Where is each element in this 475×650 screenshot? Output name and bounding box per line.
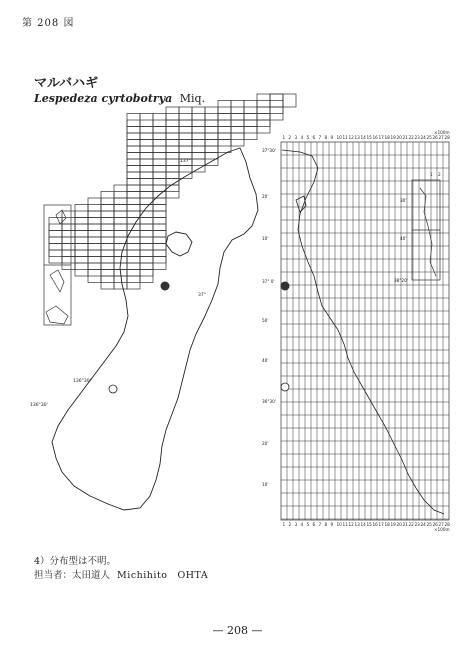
lat-label: 50' bbox=[262, 318, 269, 323]
filled-record-dot bbox=[161, 282, 170, 291]
scale-number: 28 bbox=[444, 135, 450, 140]
scale-number: 28 bbox=[444, 522, 450, 527]
scale-number: 6 bbox=[312, 522, 316, 527]
scale-number: 25 bbox=[426, 135, 432, 140]
left-map-labels bbox=[30, 158, 206, 408]
scale-number: 25 bbox=[426, 522, 432, 527]
distribution-note: 4）分布型は不明。 bbox=[34, 556, 117, 567]
scientific-name-author: Miq. bbox=[179, 92, 206, 105]
scale-number: 20 bbox=[396, 135, 402, 140]
lat-label: 40' bbox=[262, 358, 269, 363]
scale-number: 26 bbox=[432, 135, 438, 140]
scale-number: 9 bbox=[330, 522, 334, 527]
lat-label: 10' bbox=[262, 482, 269, 487]
scale-number: 20 bbox=[396, 522, 402, 527]
scale-number: 3 bbox=[294, 135, 298, 140]
right-top-scale bbox=[283, 135, 451, 140]
lat-label: 20' bbox=[262, 194, 269, 199]
lat-label: 37°30' bbox=[262, 148, 276, 153]
scale-number: 16 bbox=[372, 522, 378, 527]
inset-scale-label: 1 bbox=[430, 172, 433, 177]
scale-number: 24 bbox=[420, 522, 426, 527]
scale-number: 10 bbox=[336, 522, 342, 527]
scale-number: 19 bbox=[390, 522, 396, 527]
lat-label: 36°30' bbox=[262, 399, 276, 404]
scale-number: 6 bbox=[312, 135, 316, 140]
lon-label: 136°30' bbox=[30, 403, 48, 408]
assignee-label: 担当者：太田道人 bbox=[34, 570, 111, 581]
scale-number: 12 bbox=[348, 522, 354, 527]
scale-number: 21 bbox=[402, 135, 408, 140]
open-record-dot bbox=[281, 383, 289, 391]
top-unit-label: ×100m bbox=[434, 130, 450, 135]
scale-number: 12 bbox=[348, 135, 354, 140]
bottom-unit-label: ×100m bbox=[434, 527, 450, 532]
scale-number: 2 bbox=[288, 135, 292, 140]
assignee-note bbox=[34, 567, 208, 581]
lat-label: 37° bbox=[198, 293, 206, 298]
left-map-markers bbox=[109, 282, 170, 394]
right-coastline bbox=[282, 150, 444, 514]
scale-number: 8 bbox=[324, 522, 328, 527]
scale-number: 23 bbox=[414, 135, 420, 140]
scale-number: 10 bbox=[336, 135, 342, 140]
scale-number: 19 bbox=[390, 135, 396, 140]
grid-cell bbox=[283, 94, 296, 107]
assignee-roman-name: Michihito OHTA bbox=[117, 570, 209, 581]
scale-number: 22 bbox=[408, 135, 414, 140]
open-record-dot bbox=[109, 385, 117, 393]
scale-number: 5 bbox=[306, 522, 310, 527]
scale-number: 18 bbox=[384, 135, 390, 140]
lat-label: 20' bbox=[262, 441, 269, 446]
scale-number: 18 bbox=[384, 522, 390, 527]
scale-number: 1 bbox=[282, 522, 286, 527]
scale-number: 14 bbox=[360, 135, 366, 140]
scale-number: 5 bbox=[306, 135, 310, 140]
scale-number: 14 bbox=[360, 522, 366, 527]
lat-label: 37° 0' bbox=[262, 279, 275, 284]
scale-number: 15 bbox=[366, 522, 372, 527]
inset-lat-label: 30' bbox=[400, 198, 407, 203]
left-inset-map bbox=[44, 205, 71, 325]
scale-number: 9 bbox=[330, 135, 334, 140]
page-number: — 208 — bbox=[212, 624, 263, 637]
right-inset-map bbox=[412, 180, 440, 280]
right-map-units bbox=[434, 130, 450, 532]
scale-number: 3 bbox=[294, 522, 298, 527]
scale-number: 23 bbox=[414, 522, 420, 527]
scale-number: 27 bbox=[438, 135, 444, 140]
lon-label: 136°30' bbox=[73, 379, 91, 384]
inset-lat-label: 40' bbox=[400, 236, 407, 241]
filled-record-dot bbox=[281, 282, 290, 291]
scale-number: 17 bbox=[378, 135, 384, 140]
scale-number: 13 bbox=[354, 135, 360, 140]
scale-number: 7 bbox=[318, 522, 322, 527]
scale-number: 7 bbox=[318, 135, 322, 140]
scale-number: 26 bbox=[432, 522, 438, 527]
lon-label: 137° bbox=[180, 159, 191, 164]
scale-number: 17 bbox=[378, 522, 384, 527]
scale-number: 11 bbox=[342, 522, 348, 527]
left-grid-map bbox=[49, 94, 296, 289]
scale-number: 15 bbox=[366, 135, 372, 140]
inset-scale-label: 2 bbox=[438, 172, 441, 177]
right-grid-map bbox=[281, 142, 449, 520]
scale-number: 27 bbox=[438, 522, 444, 527]
scientific-name-text: Lespedeza cyrtobotrya bbox=[34, 92, 173, 105]
scale-number: 13 bbox=[354, 522, 360, 527]
right-lat-labels bbox=[262, 148, 276, 487]
scale-number: 4 bbox=[300, 522, 304, 527]
scale-number: 11 bbox=[342, 135, 348, 140]
species-japanese-name: マルバハギ bbox=[34, 76, 99, 91]
scale-number: 4 bbox=[300, 135, 304, 140]
lat-label: 10' bbox=[262, 236, 269, 241]
scale-number: 24 bbox=[420, 135, 426, 140]
scale-number: 22 bbox=[408, 522, 414, 527]
scale-number: 21 bbox=[402, 522, 408, 527]
scale-number: 1 bbox=[282, 135, 286, 140]
right-bottom-scale bbox=[283, 522, 451, 527]
scale-number: 8 bbox=[324, 135, 328, 140]
figure-number: 第 208 図 bbox=[22, 18, 75, 29]
left-coastline bbox=[52, 148, 258, 510]
scale-number: 16 bbox=[372, 135, 378, 140]
scale-number: 2 bbox=[288, 522, 292, 527]
inset-lat-label: 38°20' bbox=[394, 278, 408, 283]
